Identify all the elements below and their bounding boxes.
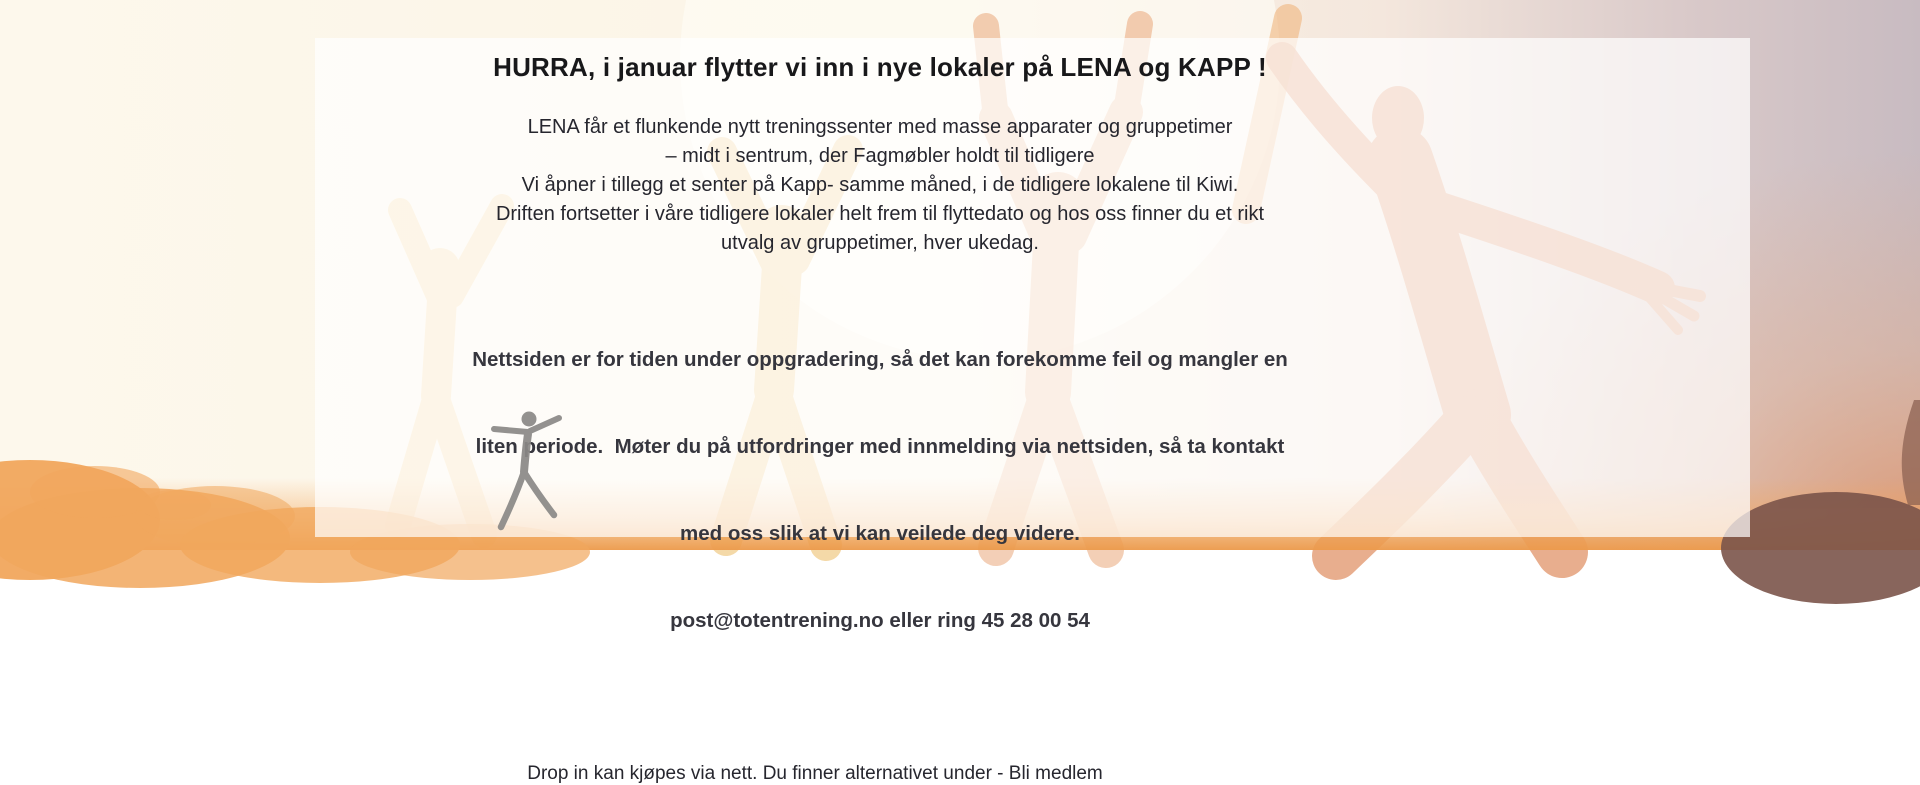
notice-line: med oss slik at vi kan veilede deg videre. <box>680 522 1080 545</box>
jumping-person-icon <box>482 406 574 534</box>
intro-line: Driften fortsetter i våre tidligere lokaler helt frem til flyttedato og hos oss finner du et rikt <box>495 203 1265 225</box>
intro-line: Vi åpner i tillegg et senter på Kapp- samme måned, i de tidligere lokalene til Kiwi. <box>521 174 1239 196</box>
notice-line: Nettsiden er for tiden under oppgradering, så det kan forekomme feil og mangler en <box>472 348 1288 371</box>
contact-line: post@totentrening.no eller ring 45 28 00 54 <box>670 609 1090 632</box>
intro-line: utvalg av gruppetimer, hver ukedag. <box>721 232 1039 254</box>
notice-line: liten periode. Møter du på utfordringer med innmelding via nettsiden, så ta kontakt <box>475 435 1285 458</box>
intro-line: – midt i sentrum, der Fagmøbler holdt til tidligere <box>665 145 1095 167</box>
drop-in-note: Drop in kan kjøpes via nett. Du finner alternativet under - Bli medlem <box>527 763 1103 784</box>
intro-line: LENA får et flunkende nytt treningssenter med masse apparater og gruppetimer <box>527 116 1233 138</box>
intro-paragraph <box>315 113 1445 258</box>
announcement-title: HURRA, i januar flytter vi inn i nye lokaler på LENA og KAPP ! <box>493 52 1267 82</box>
